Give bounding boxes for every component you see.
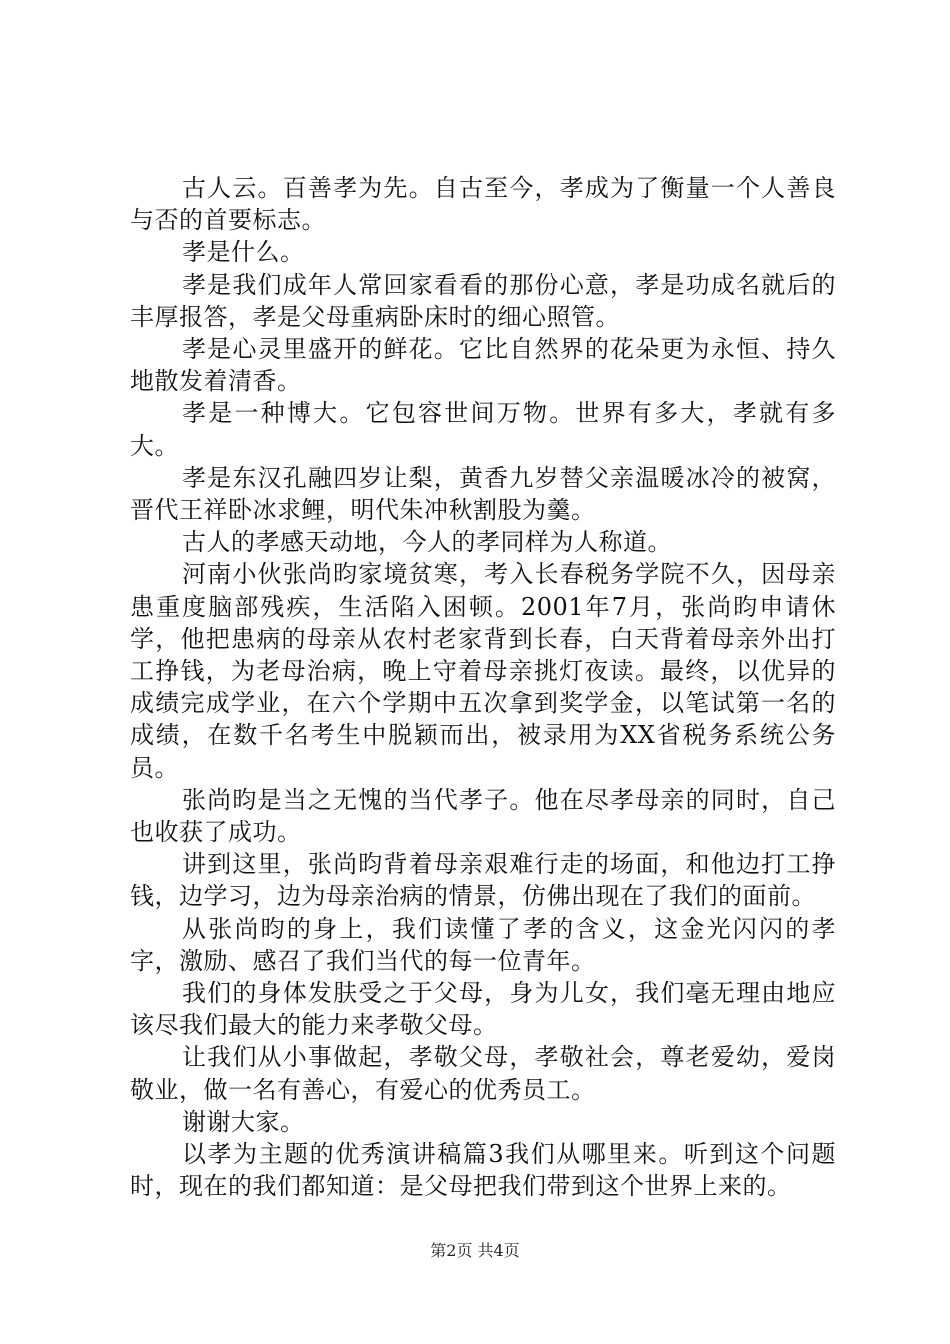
paragraph: 孝是一种博大。它包容世间万物。世界有多大，孝就有多大。: [130, 399, 836, 460]
paragraph: 讲到这里，张尚昀背着母亲艰难行走的场面，和他边打工挣钱，边学习，边为母亲治病的情景，仿佛出现在了我们的面前。: [130, 850, 836, 911]
paragraph: 谢谢大家。: [182, 1107, 305, 1136]
paragraph: 孝是东汉孔融四岁让梨，黄香九岁替父亲温暖冰冷的被窝，晋代王祥卧冰求鲤，明代朱冲秋割股为羹。: [130, 463, 836, 525]
paragraph: 以孝为主题的优秀演讲稿篇3我们从哪里来。听到这个问题时，现在的我们都知道：是父母把我们带到这个世界上来的。: [130, 1140, 836, 1201]
paragraph: 孝是什么。: [182, 238, 305, 267]
paragraph: 从张尚昀的身上，我们读懂了孝的含义，这金光闪闪的孝字，激励、感召了我们当代的每一位青年。: [130, 914, 836, 975]
paragraph: 古人云。百善孝为先。自古至今，孝成为了衡量一个人善良与否的首要标志。: [130, 174, 836, 235]
paragraph: 孝是心灵里盛开的鲜花。它比自然界的花朵更为永恒、持久地散发着清香。: [130, 335, 836, 396]
paragraph: 河南小伙张尚昀家境贫寒，考入长春税务学院不久，因母亲患重度脑部残疾，生活陷入困顿。2001年7月，张尚昀申请休学，他把患病的母亲从农村老家背到长春，白天背着母亲外出打工挣钱，为老母治病，晚上守着母亲挑灯夜读。最终，以优异的成绩完成学业，在六个学期中五次拿到奖学金，以笔试第一名的成绩，在数千名考生中脱颖而出，被录用为XX省税务系统公务员。: [130, 560, 836, 782]
paragraph: 让我们从小事做起，孝敬父母，孝敬社会，尊老爱幼，爱岗敬业，做一名有善心，有爱心的优秀员工。: [130, 1043, 836, 1104]
paragraph: 张尚昀是当之无愧的当代孝子。他在尽孝母亲的同时，自己也收获了成功。: [130, 785, 836, 847]
page-footer: 第2页 共4页: [430, 1241, 520, 1260]
document-body: [130, 172, 836, 1203]
paragraph: 古人的孝感天动地，今人的孝同样为人称道。: [182, 528, 672, 557]
paragraph: 孝是我们成年人常回家看看的那份心意，孝是功成名就后的丰厚报答，孝是父母重病卧床时的细心照管。: [130, 270, 836, 331]
paragraph: 我们的身体发肤受之于父母，身为儿女，我们毫无理由地应该尽我们最大的能力来孝敬父母。: [130, 979, 836, 1040]
